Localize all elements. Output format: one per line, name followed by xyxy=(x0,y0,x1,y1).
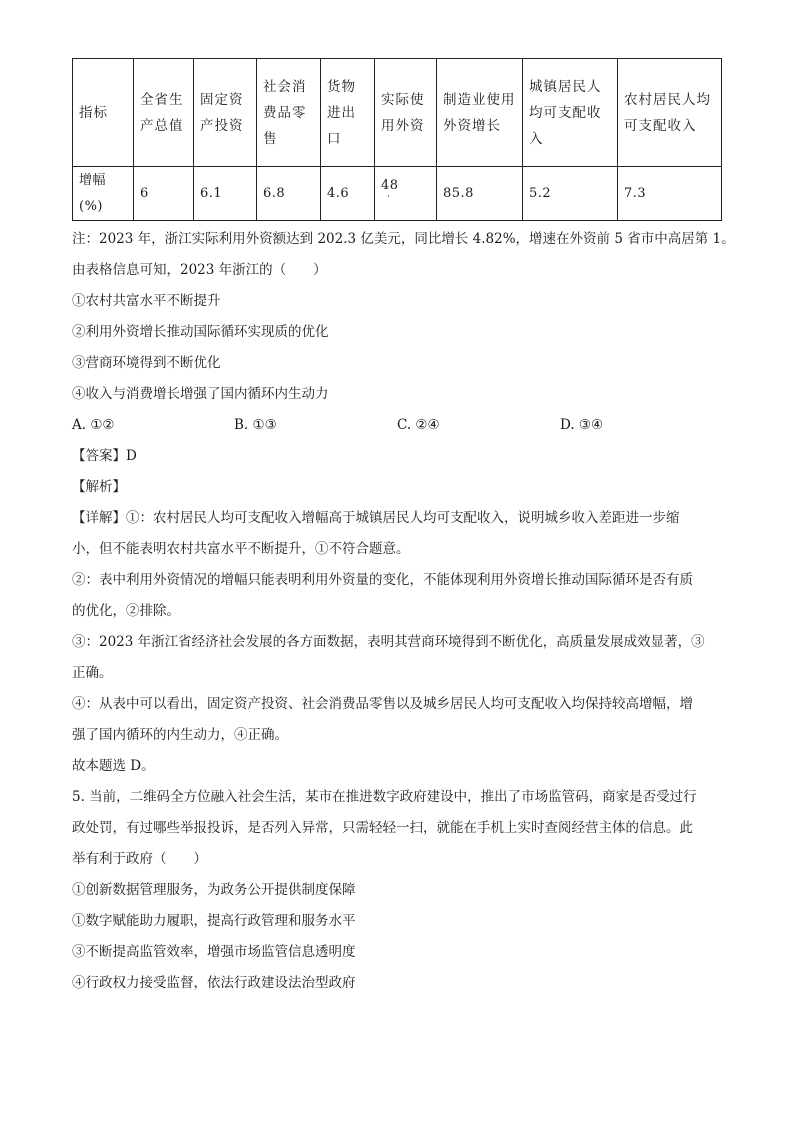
value-cell: 6 xyxy=(134,167,194,221)
q5-statement-3: ③不断提高监管效率，增强市场监管信息透明度 xyxy=(72,944,356,960)
header-cell: 固定资产投资 xyxy=(194,59,257,167)
detail-paragraph-1-line-2: 小，但不能表明农村共富水平不断提升，①不符合题意。 xyxy=(72,541,410,557)
detail-paragraph-3-line-1: ③：2023 年浙江省经济社会发展的各方面数据，表明其营商环境得到不断优化，高质量发展成效显著，③ xyxy=(72,634,705,650)
option-c: C. ②④ xyxy=(397,417,440,433)
header-cell: 城镇居民人均可支配收入 xyxy=(523,59,618,167)
header-cell: 实际使用外资 xyxy=(375,59,437,167)
value-cell: 7.3 xyxy=(618,167,722,221)
header-cell: 指标 xyxy=(73,59,134,167)
statement-3: ③营商环境得到不断优化 xyxy=(72,355,221,371)
statement-1: ①农村共富水平不断提升 xyxy=(72,293,221,309)
question-5-line-1: 5. 当前，二维码全方位融入社会生活，某市在推进数字政府建设中，推出了市场监管码，商家是否受过行 xyxy=(72,789,697,805)
value-cell: 5.2 xyxy=(523,167,618,221)
question-5-line-2: 政处罚，有过哪些举报投诉，是否列入异常，只需轻轻一扫，就能在手机上实时查阅经营主体的信息。此 xyxy=(72,820,693,836)
header-cell: 农村居民人均可支配收入 xyxy=(618,59,722,167)
table-note: 注：2023 年，浙江实际利用外资额达到 202.3 亿美元，同比增长 4.82%，增速在外资前 5 省市中高居第 1。 xyxy=(72,231,735,247)
statistics-table xyxy=(72,58,722,221)
value-cell xyxy=(375,167,437,221)
q5-statement-4: ④行政权力接受监督，依法行政建设法治型政府 xyxy=(72,975,356,991)
analysis-label: 【解析】 xyxy=(72,479,126,495)
value-cell: 85.8 xyxy=(437,167,523,221)
header-cell: 社会消费品零售 xyxy=(257,59,321,167)
answer-options xyxy=(72,415,712,435)
detail-paragraph-4-line-2: 强了国内循环的内生动力，④正确。 xyxy=(72,727,288,743)
option-a: A. ①② xyxy=(72,417,115,433)
option-b: B. ①③ xyxy=(234,417,277,433)
detail-paragraph-1-line-1: 【详解】①：农村居民人均可支配收入增幅高于城镇居民人均可支配收入，说明城乡收入差距进一步缩 xyxy=(72,510,680,526)
table-row xyxy=(73,167,722,221)
q5-statement-1: ①创新数据管理服务，为政务公开提供制度保障 xyxy=(72,882,356,898)
detail-conclusion: 故本题选 D。 xyxy=(72,758,155,774)
question-5-line-3: 举有利于政府（ ） xyxy=(72,851,207,867)
table-header-row xyxy=(73,59,722,167)
value-cell: 4.6 xyxy=(321,167,375,221)
option-d: D. ③④ xyxy=(560,417,604,433)
value-48-dot: · xyxy=(387,191,391,202)
q5-statement-2: ①数字赋能助力履职，提高行政管理和服务水平 xyxy=(72,913,356,929)
detail-paragraph-4-line-1: ④：从表中可以看出，固定资产投资、社会消费品零售以及城乡居民人均可支配收入均保持较高增幅，增 xyxy=(72,696,693,712)
detail-paragraph-2-line-2: 的优化，②排除。 xyxy=(72,603,180,619)
header-cell: 货物进出口 xyxy=(321,59,375,167)
row-label-cell: 增幅(%) xyxy=(73,167,134,221)
value-cell: 6.1 xyxy=(194,167,257,221)
statement-2: ②利用外资增长推动国际循环实现质的优化 xyxy=(72,324,329,340)
value-48-number: 48 xyxy=(381,177,399,193)
value-cell: 6.8 xyxy=(257,167,321,221)
value-48 xyxy=(381,179,399,201)
detail-paragraph-2-line-1: ②：表中利用外资情况的增幅只能表明利用外资量的变化，不能体现利用外资增长推动国际循环是否有质 xyxy=(72,572,693,588)
detail-paragraph-3-line-2: 正确。 xyxy=(72,665,113,681)
header-cell: 全省生产总值 xyxy=(134,59,194,167)
statement-4: ④收入与消费增长增强了国内循环内生动力 xyxy=(72,386,329,402)
answer-label: 【答案】D xyxy=(72,448,137,464)
header-cell: 制造业使用外资增长 xyxy=(437,59,523,167)
question-stem: 由表格信息可知，2023 年浙江的（ ） xyxy=(72,262,327,278)
